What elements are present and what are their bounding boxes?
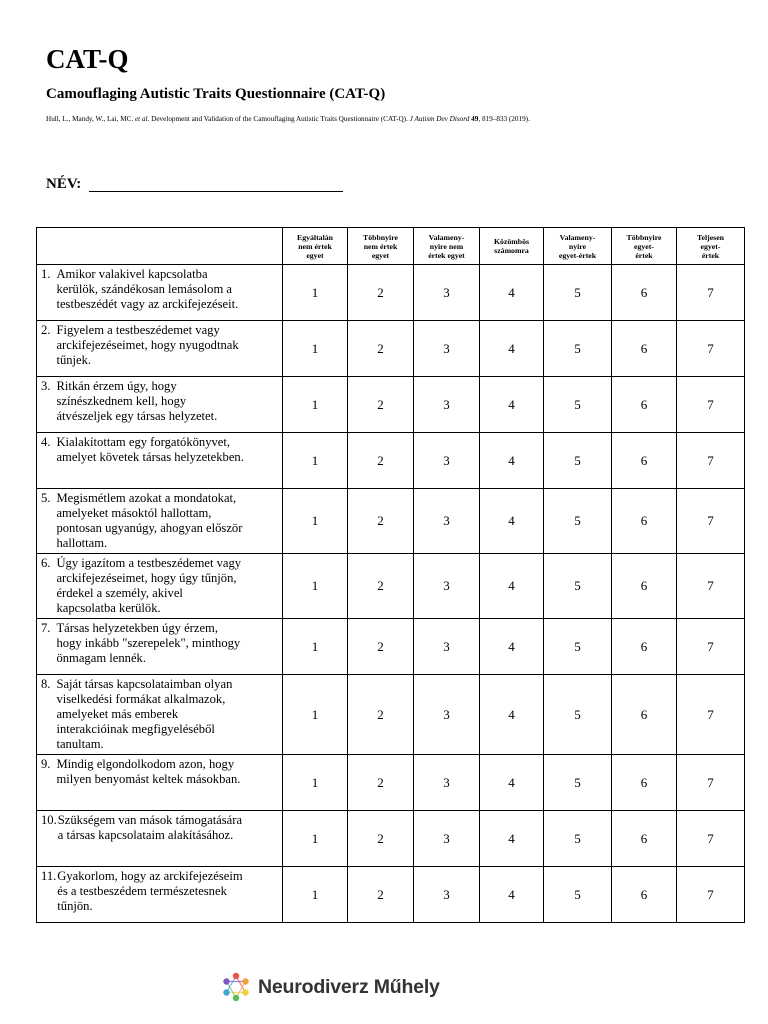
answer-option-2[interactable]: 2 [348,867,414,923]
question-text-line: pontosan ugyanúgy, ahogyan először [56,521,243,535]
scale-header-line: nem értek [363,241,398,251]
scale-header-line: Többnyire [363,232,398,242]
scale-header-6 [612,228,677,265]
answer-option-7[interactable]: 7 [677,755,745,811]
answer-option-3[interactable]: 3 [414,867,480,923]
question-text-line: hogy inkább "szerepelek", minthogy [56,636,241,650]
question-text-line: testbeszédét vagy az arckifejezéseit. [56,297,239,311]
answer-option-7[interactable]: 7 [677,554,745,619]
scale-header-7 [677,228,745,265]
question-number: 5. [41,491,51,505]
answer-option-3[interactable]: 3 [414,489,480,554]
question-text-cell [37,619,283,675]
question-number: 11. [41,869,57,883]
question-text-cell [37,489,283,554]
question-text-line: Úgy igazítom a testbeszédemet vagy [56,556,242,570]
answer-option-5[interactable]: 5 [544,265,612,321]
questionnaire-table [36,227,745,923]
logo-text: Neurodiverz Műhely [258,975,440,998]
answer-option-1[interactable]: 1 [283,433,348,489]
answer-option-7[interactable]: 7 [677,489,745,554]
answer-option-2[interactable]: 2 [348,755,414,811]
question-number: 9. [41,757,51,771]
answer-option-3[interactable]: 3 [414,321,480,377]
answer-option-1[interactable]: 1 [283,377,348,433]
answer-option-6[interactable]: 6 [612,265,677,321]
question-text [57,869,279,914]
answer-option-3[interactable]: 3 [414,433,480,489]
answer-option-6[interactable]: 6 [612,675,677,755]
question-row [37,321,745,377]
logo-node [233,995,239,1001]
answer-option-5[interactable]: 5 [544,554,612,619]
answer-option-7[interactable]: 7 [677,265,745,321]
answer-option-7[interactable]: 7 [677,321,745,377]
question-number: 6. [41,556,51,570]
question-text-line: arckifejezéseimet, hogy úgy tűnjön, [56,571,237,585]
answer-option-2[interactable]: 2 [348,675,414,755]
answer-option-4[interactable]: 4 [480,321,544,377]
scale-header-line: Egyáltalán [297,232,333,242]
answer-option-3[interactable]: 3 [414,554,480,619]
answer-option-5[interactable]: 5 [544,433,612,489]
question-text-line: tanultam. [56,737,104,751]
scale-header-line: számomra [494,246,529,255]
citation-title: Development and Validation of the Camouflaging Autistic Traits Questionnaire (CAT-Q). [149,115,410,123]
question-text-line: amelyeket más emberek [56,707,179,721]
answer-option-7[interactable]: 7 [677,377,745,433]
answer-option-1[interactable]: 1 [283,321,348,377]
question-text-line: és a testbeszédem természetesnek [57,884,227,898]
scale-header-line: nem értek [298,241,332,251]
scale-header-line: értek [701,250,720,260]
answer-option-3[interactable]: 3 [414,377,480,433]
question-text-cell [37,811,283,867]
answer-option-2[interactable]: 2 [348,489,414,554]
question-text-line: Gyakorlom, hogy az arckifejezéseim [57,869,243,883]
question-text [56,491,279,551]
logo-node [223,989,229,995]
question-row [37,755,745,811]
scale-header-line: Valameny- [428,232,465,242]
question-text-line: tűnjön. [57,899,93,913]
answer-option-4[interactable]: 4 [480,867,544,923]
citation-pages: , 819–833 (2019). [478,115,530,123]
answer-option-7[interactable]: 7 [677,811,745,867]
question-text [56,677,279,752]
question-text-line: átvészeljek egy társas helyzetet. [56,409,218,423]
question-text [56,323,279,368]
scale-header-line: nyire [568,241,587,251]
answer-option-3[interactable]: 3 [414,675,480,755]
table-header-row [37,228,745,265]
question-text-line: Mindig elgondolkodom azon, hogy [56,757,235,771]
question-text-line: színészkednem kell, hogy [56,394,187,408]
citation [46,115,530,123]
question-text [56,556,279,616]
question-text [56,757,279,787]
answer-option-5[interactable]: 5 [544,321,612,377]
scale-header-line: Közömbös [493,237,530,246]
document-subtitle: Camouflaging Autistic Traits Questionnaire (CAT-Q) [46,86,386,102]
answer-option-5[interactable]: 5 [544,377,612,433]
answer-option-1[interactable]: 1 [283,489,348,554]
answer-option-1[interactable]: 1 [283,755,348,811]
answer-option-3[interactable]: 3 [414,755,480,811]
question-text [56,267,279,312]
question-text-line: Saját társas kapcsolataimban olyan [56,677,233,691]
answer-option-7[interactable]: 7 [677,675,745,755]
answer-option-2[interactable]: 2 [348,811,414,867]
question-text-line: Társas helyzetekben úgy érzem, [56,621,218,635]
citation-volume: 49 [471,115,479,123]
question-text-line: hallottam. [56,536,108,550]
question-number: 2. [41,323,51,337]
header-blank-cell [37,228,283,265]
answer-option-4[interactable]: 4 [480,811,544,867]
answer-option-6[interactable]: 6 [612,554,677,619]
question-text-cell [37,554,283,619]
question-number: 3. [41,379,51,393]
answer-option-4[interactable]: 4 [480,377,544,433]
question-number: 10. [41,813,57,827]
question-text [58,813,279,843]
question-text-cell [37,433,283,489]
answer-option-2[interactable]: 2 [348,377,414,433]
question-text-line: Ritkán érzem úgy, hogy [56,379,177,393]
answer-option-5[interactable]: 5 [544,675,612,755]
answer-option-4[interactable]: 4 [480,675,544,755]
question-text-line: milyen benyomást keltek másokban. [56,772,241,786]
question-row [37,554,745,619]
answer-option-4[interactable]: 4 [480,265,544,321]
question-number: 8. [41,677,51,691]
scale-header-line: egyet [306,250,324,260]
question-text-cell [37,675,283,755]
scale-header-line: Többnyire [626,232,662,242]
logo-node [223,978,229,984]
answer-option-6[interactable]: 6 [612,321,677,377]
question-row [37,675,745,755]
answer-option-5[interactable]: 5 [544,867,612,923]
question-number: 1. [41,267,51,281]
question-text-line: amelyeket másoktól hallottam, [56,506,212,520]
logo-node [242,978,248,984]
citation-journal: J Autism Dev Disord [409,115,470,123]
neurodiverz-logo-icon [220,971,252,1003]
answer-option-6[interactable]: 6 [612,755,677,811]
answer-option-2[interactable]: 2 [348,321,414,377]
answer-option-4[interactable]: 4 [480,554,544,619]
question-row [37,489,745,554]
question-text-cell [37,867,283,923]
answer-option-2[interactable]: 2 [348,433,414,489]
answer-option-6[interactable]: 6 [612,489,677,554]
question-text-line: a társas kapcsolataim alakításához. [57,828,234,842]
scale-header-5 [544,228,612,265]
answer-option-1[interactable]: 1 [283,554,348,619]
question-text-line: tűnjek. [56,353,92,367]
answer-option-1[interactable]: 1 [283,867,348,923]
logo-node [233,973,239,979]
answer-option-7[interactable]: 7 [677,619,745,675]
answer-option-1[interactable]: 1 [283,265,348,321]
answer-option-1[interactable]: 1 [283,675,348,755]
answer-option-6[interactable]: 6 [612,867,677,923]
question-text-line: Figyelem a testbeszédemet vagy [56,323,220,337]
question-text-line: arckifejezéseimet, hogy nyugodtnak [56,338,239,352]
answer-option-4[interactable]: 4 [480,433,544,489]
neurodiverz-logo [220,970,440,1004]
question-row [37,265,745,321]
question-row [37,811,745,867]
answer-option-7[interactable]: 7 [677,433,745,489]
scale-header-4 [480,228,544,265]
logo-node [242,989,248,995]
question-text-line: Megismétlem azokat a mondatokat, [56,491,237,505]
question-text-line: Amikor valakivel kapcsolatba [56,267,208,281]
answer-option-1[interactable]: 1 [283,619,348,675]
answer-option-5[interactable]: 5 [544,755,612,811]
question-text-line: kapcsolatba kerülök. [56,601,161,615]
questionnaire-body [37,265,745,923]
question-text [56,621,279,666]
citation-authors: Hull, L., Mandy, W., Lai, MC. [46,115,135,123]
scale-header-line: értek [635,250,653,260]
question-row [37,433,745,489]
question-row [37,619,745,675]
scale-header-line: egyet- [700,241,721,251]
document-title: CAT-Q [46,44,129,74]
scale-header-line: egyet [371,250,390,260]
answer-option-2[interactable]: 2 [348,619,414,675]
question-text-line: önmagam lennék. [56,651,146,665]
answer-option-4[interactable]: 4 [480,755,544,811]
scale-header-1 [283,228,348,265]
answer-option-6[interactable]: 6 [612,619,677,675]
question-row [37,867,745,923]
question-number: 4. [41,435,51,449]
citation-et-al: et al. [134,115,150,123]
scale-header-line: Teljesen [697,232,724,242]
question-text-line: Kialakítottam egy forgatókönyvet, [56,435,231,449]
question-text [56,379,279,424]
scale-header-3 [414,228,480,265]
question-text-cell [37,377,283,433]
scale-header-line: nyire nem [429,241,464,251]
question-row [37,377,745,433]
question-text-line: amelyet követek társas helyzetekben. [56,450,244,464]
answer-option-6[interactable]: 6 [612,377,677,433]
answer-option-6[interactable]: 6 [612,811,677,867]
name-input-line[interactable] [89,191,343,192]
answer-option-5[interactable]: 5 [544,489,612,554]
scale-header-line: egyet-értek [558,250,597,260]
question-text-cell [37,755,283,811]
answer-option-5[interactable]: 5 [544,619,612,675]
answer-option-3[interactable]: 3 [414,811,480,867]
scale-header-2 [348,228,414,265]
question-text-line: kerülök, szándékosan lemásolom a [56,282,233,296]
question-text-cell [37,265,283,321]
question-text-line: Szükségem van mások támogatására [57,813,243,827]
question-text-line: érdekel a személy, akivel [56,586,183,600]
question-text-line: viselkedési formákat alkalmazok, [56,692,226,706]
name-label: NÉV: [46,176,82,192]
question-number: 7. [41,621,51,635]
answer-option-4[interactable]: 4 [480,619,544,675]
answer-option-4[interactable]: 4 [480,489,544,554]
question-text [56,435,279,465]
answer-option-5[interactable]: 5 [544,811,612,867]
answer-option-1[interactable]: 1 [283,811,348,867]
answer-option-2[interactable]: 2 [348,265,414,321]
question-text-line: interakcióinak megfigyeléséből [56,722,215,736]
answer-option-3[interactable]: 3 [414,619,480,675]
scale-header-line: értek egyet [428,250,465,260]
question-text-cell [37,321,283,377]
answer-option-3[interactable]: 3 [414,265,480,321]
answer-option-2[interactable]: 2 [348,554,414,619]
answer-option-7[interactable]: 7 [677,867,745,923]
scale-header-line: Valameny- [559,232,596,242]
scale-header-line: egyet- [634,241,654,251]
answer-option-6[interactable]: 6 [612,433,677,489]
